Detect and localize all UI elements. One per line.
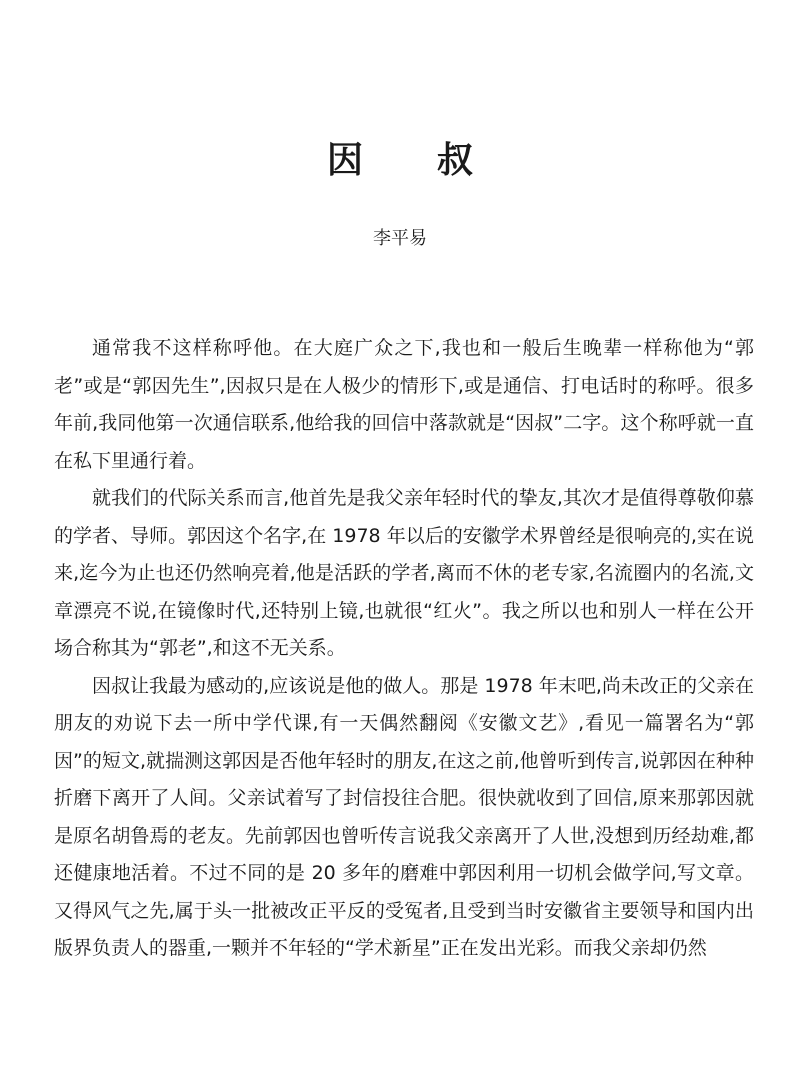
article-body bbox=[54, 330, 754, 968]
title-char-right: 叔 bbox=[437, 139, 474, 181]
article-title bbox=[0, 138, 800, 182]
paragraph-1: 通常我不这样称呼他。在大庭广众之下,我也和一般后生晚辈一样称他为“郭老”或是“郭因先生”,因叔只是在人极少的情形下,或是通信、打电话时的称呼。很多年前,我同他第一次通信联系,他给我的回信中落款就是“因叔”二字。这个称呼就一直在私下里通行着。 bbox=[54, 337, 754, 472]
paragraph-3: 因叔让我最为感动的,应该说是他的做人。那是 1978 年末吧,尚未改正的父亲在朋友的劝说下去一所中学代课,有一天偶然翻阅《安徽文艺》,看见一篇署名为“郭因”的短文,就揣测这郭因是否他年轻时的朋友,在这之前,他曾听到传言,说郭因在种种折磨下离开了人间。父亲试着写了封信投往合肥。很快就收到了回信,原来那郭因就是原名胡鲁焉的老友。先前郭因也曾听传言说我父亲离开了人世,没想到历经劫难,都还健康地活着。不过不同的是 20 多年的磨难中郭因利用一切机会做学问,写文章。又得风气之先,属于头一批被改正平反的受冤者,且受到当时安徽省主要领导和国内出版界负责人的器重,一颗并不年轻的“学术新星”正在发出光彩。而我父亲却仍然 bbox=[54, 674, 754, 959]
title-char-left: 因 bbox=[326, 139, 363, 181]
article-author: 李平易 bbox=[373, 228, 427, 249]
paragraph-2: 就我们的代际关系而言,他首先是我父亲年轻时代的挚友,其次才是值得尊敬仰慕的学者、导师。郭因这个名字,在 1978 年以后的安徽学术界曾经是很响亮的,实在说来,迄今为止也还仍然响亮着,他是活跃的学者,离而不休的老专家,名流圈内的名流,文章漂亮不说,在镜像时代,还特别上镜,也就很“红火”。我之所以也和别人一样在公开场合称其为“郭老”,和这不无关系。 bbox=[54, 487, 754, 659]
